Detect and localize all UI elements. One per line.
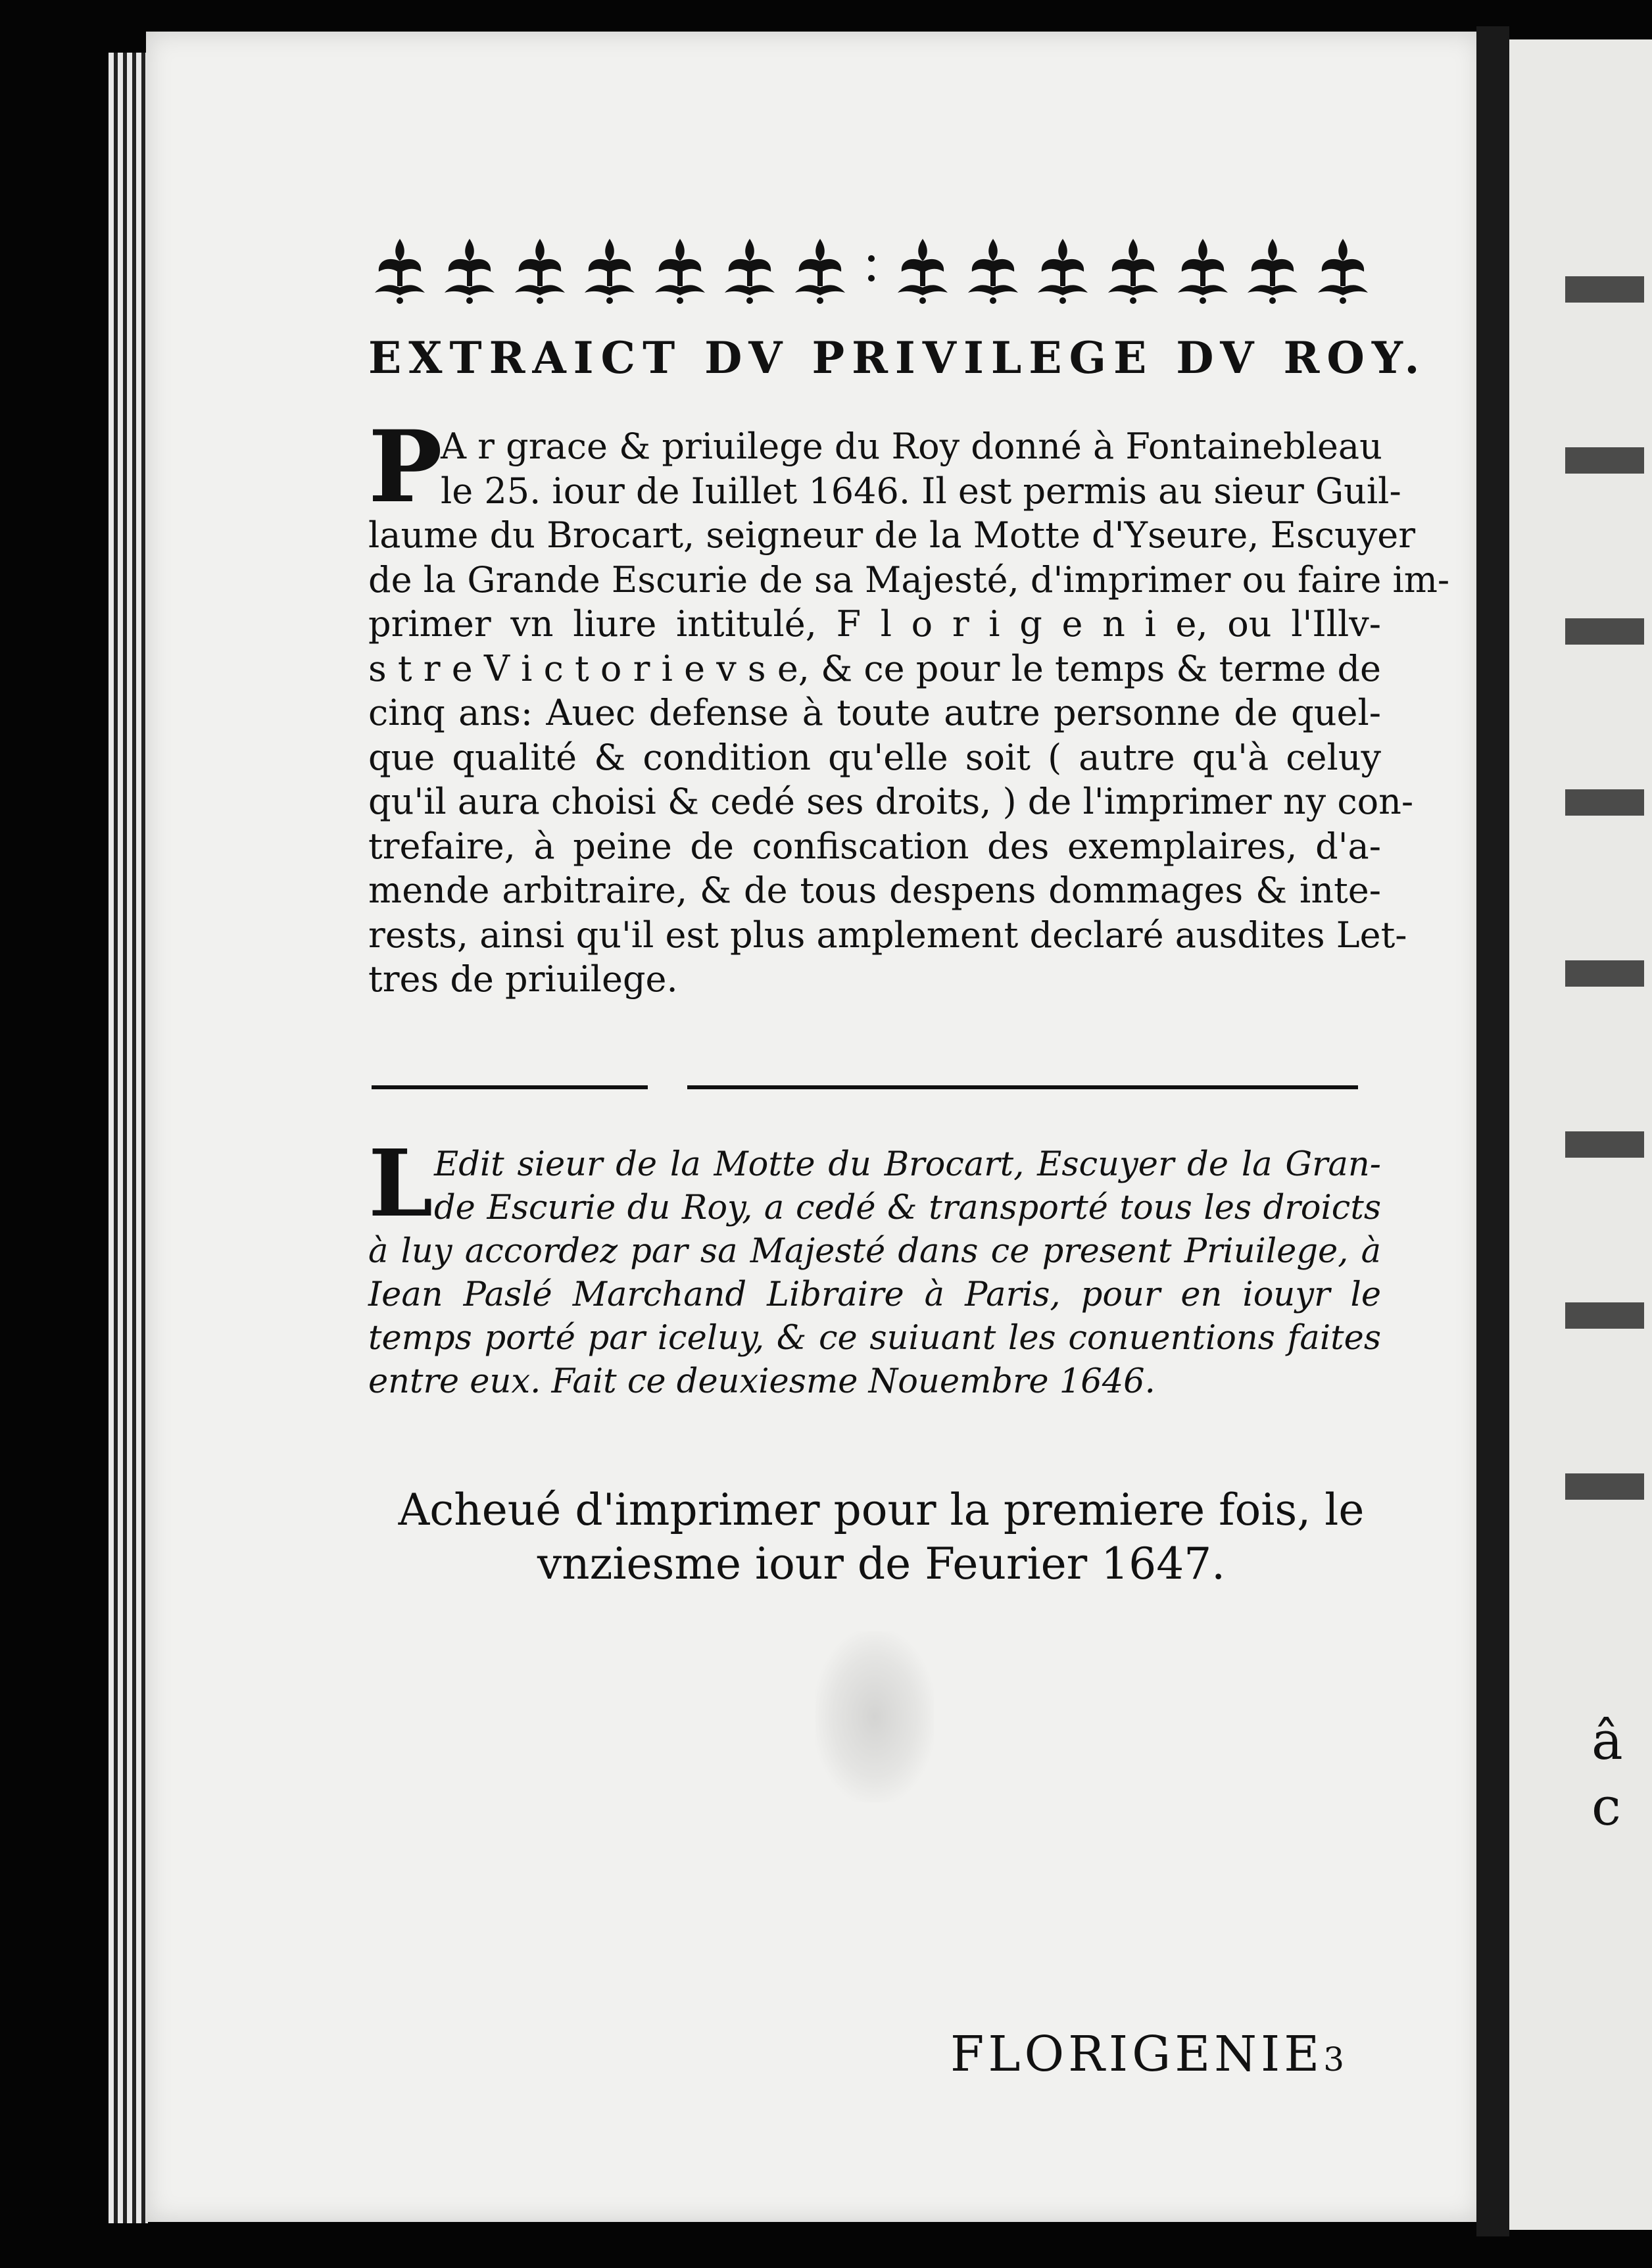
binding-edge xyxy=(109,53,148,2223)
cession-line: Iean Paslé Marchand Libraire à Paris, pour en iouyr le xyxy=(368,1275,1381,1314)
fleuron-ornament-band xyxy=(368,227,1374,309)
privilege-line: que qualité & condition qu'elle soit ( autre qu'à celuy xyxy=(368,736,1381,778)
facing-fragment-2: c xyxy=(1591,1776,1621,1837)
privilege-paragraph xyxy=(368,409,1450,1002)
privilege-line: qu'il aura choisi & cedé ses droits, ) de l'imprimer ny con- xyxy=(368,781,1414,822)
fleuron-icon xyxy=(961,232,1025,305)
cession-line: de Escurie du Roy, a cedé & transporté tous les droicts xyxy=(434,1189,1381,1227)
fleuron-icon xyxy=(718,232,781,305)
cession-line: Edit sieur de la Motte du Brocart, Escuyer de la Gran- xyxy=(434,1145,1381,1184)
cession-line: temps porté par iceluy, & ce suiuant les conuentions faites xyxy=(368,1319,1381,1358)
fleuron-icon xyxy=(648,232,712,305)
fleuron-icon xyxy=(1311,232,1374,305)
fleuron-icon xyxy=(368,232,431,305)
privilege-line: s t r e V i c t o r i e v s e, & ce pour le temps & terme de xyxy=(368,647,1381,689)
privilege-line: primer vn liure intitulé, F l o r i g e n i e, ou l'Illv- xyxy=(368,603,1381,645)
privilege-line: de la Grande Escurie de sa Majesté, d'imprimer ou faire im- xyxy=(368,558,1450,601)
ornament-colon-icon xyxy=(858,249,885,288)
drop-cap-p: P xyxy=(368,409,443,525)
privilege-line: laume du Brocart, seigneur de la Motte d'Yseure, Escuyer xyxy=(368,514,1416,556)
signature-mark: 3 xyxy=(1323,2040,1349,2079)
privilege-line: cinq ans: Auec defense à toute autre personne de quel- xyxy=(368,692,1381,733)
fleuron-icon xyxy=(1241,232,1304,305)
privilege-line: mende arbitraire, & de tous despens dommages & inte- xyxy=(368,870,1381,911)
fleuron-icon xyxy=(789,232,852,305)
page-heading: EXTRAICT DV PRIVILEGE DV ROY. xyxy=(368,332,1427,383)
facing-page-ornament xyxy=(1565,197,1644,1644)
fleuron-icon xyxy=(578,232,641,305)
cession-line: à luy accordez par sa Majesté dans ce present Priuilege, à xyxy=(368,1232,1381,1271)
fleuron-icon xyxy=(891,232,954,305)
ink-bleed-mark xyxy=(815,1631,934,1802)
catchword-text: FLORIGENIE xyxy=(950,2026,1324,2083)
cession-line: entre eux. Fait ce deuxiesme Nouembre 1646. xyxy=(368,1362,1155,1401)
separator-rule-left xyxy=(372,1085,648,1089)
separator-rule-right xyxy=(687,1085,1358,1089)
catchword xyxy=(950,2026,1348,2083)
fleuron-icon xyxy=(1031,232,1094,305)
gutter-shadow xyxy=(1476,26,1509,2236)
fleuron-icon xyxy=(508,232,571,305)
colophon xyxy=(388,1483,1374,1591)
colophon-line-2: vnziesme iour de Feurier 1647. xyxy=(537,1539,1226,1589)
fleuron-icon xyxy=(1102,232,1165,305)
privilege-line: le 25. iour de Iuillet 1646. Il est permis au sieur Guil- xyxy=(441,470,1401,512)
dot-icon xyxy=(868,255,875,262)
privilege-line: A r grace & priuilege du Roy donné à Fontainebleau xyxy=(441,426,1382,467)
cession-paragraph xyxy=(368,1130,1381,1404)
privilege-line: tres de priuilege. xyxy=(368,958,678,1000)
colophon-line-1: Acheué d'imprimer pour la premiere fois, le xyxy=(398,1485,1365,1535)
dot-icon xyxy=(868,275,875,282)
privilege-line: trefaire, à peine de confiscation des exemplaires, d'a- xyxy=(368,825,1381,867)
fleuron-icon xyxy=(438,232,501,305)
fleuron-icon xyxy=(1171,232,1234,305)
drop-cap-l: L xyxy=(368,1130,433,1238)
privilege-line: rests, ainsi qu'il est plus amplement declaré ausdites Let- xyxy=(368,914,1407,956)
facing-fragment-1: â xyxy=(1591,1710,1623,1771)
